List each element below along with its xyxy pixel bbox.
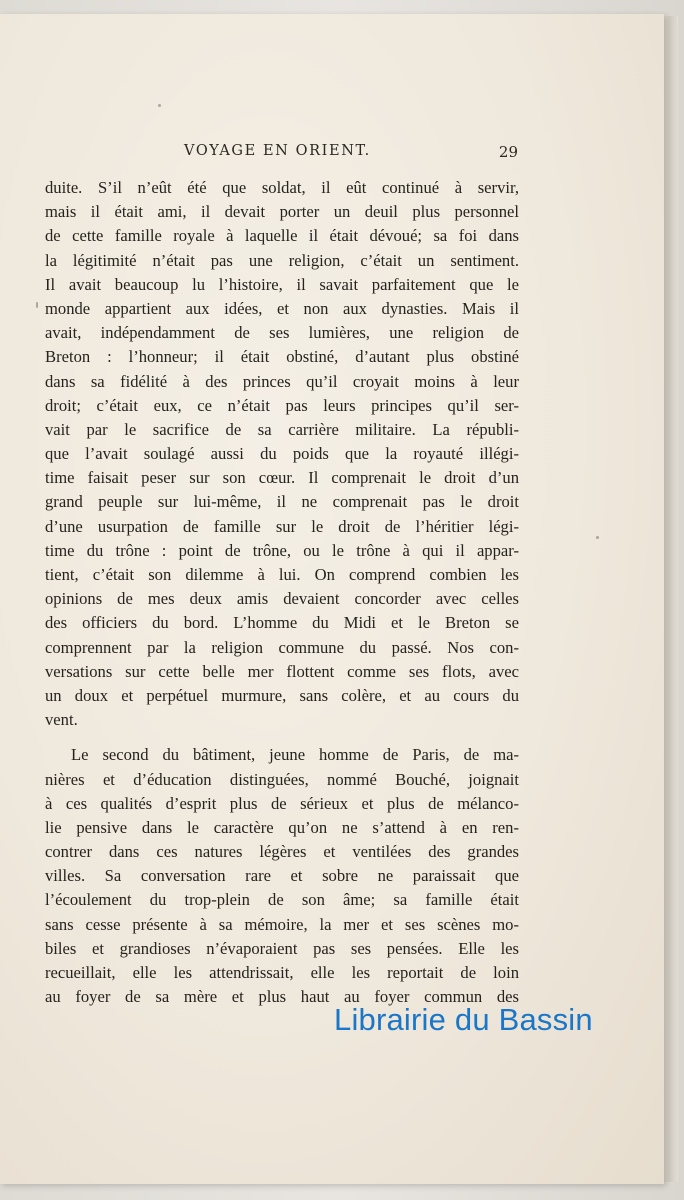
text-line: nières et d’éducation distinguées, nommé Bouché, joignait	[45, 769, 519, 789]
text-line: time du trône : point de trône, ou le trône à qui il appar-	[45, 540, 519, 560]
body-text	[45, 176, 519, 1009]
paragraph-2	[45, 743, 519, 1009]
text-line: à ces qualités d’esprit plus de sérieux et plus de mélanco-	[45, 793, 519, 813]
text-line: de cette famille royale à laquelle il était dévoué; sa foi dans	[45, 226, 519, 246]
text-line: droit; c’était eux, ce n’était pas leurs principes qu’il ser-	[45, 395, 519, 415]
text-line: recueillait, elle les attendrissait, elle les reportait de loin	[45, 963, 519, 982]
text-line: grand peuple sur lui-même, il ne comprenait pas le droit	[45, 492, 519, 512]
text-line: opinions de mes deux amis devaient concorder avec celles	[45, 589, 519, 609]
text-line: contrer dans ces natures légères et ventilées des grandes	[45, 842, 519, 862]
text-line: la légitimité n’était pas une religion, c’était un sentiment.	[45, 250, 519, 270]
text-line: vent.	[45, 710, 78, 730]
running-head: VOYAGE EN ORIENT.	[184, 143, 371, 159]
text-line: monde appartient aux idées, et non aux dynasties. Mais il	[45, 298, 519, 318]
text-line: Le second du bâtiment, jeune homme de Paris, de ma-	[71, 745, 519, 765]
paper-speck	[36, 302, 38, 308]
text-line: avait, indépendamment de ses lumières, une religion de	[45, 323, 519, 343]
text-line: sans cesse présente à sa mémoire, la mer et ses scènes mo-	[45, 914, 519, 934]
text-line: que l’avait soulagé aussi du poids que la royauté illégi-	[45, 444, 519, 464]
text-line: Il avait beaucoup lu l’histoire, il savait parfaitement que le	[45, 274, 519, 294]
text-line: comprennent par la religion commune du passé. Nos con-	[45, 637, 519, 657]
page-edge	[664, 16, 678, 1182]
paper-speck	[158, 104, 161, 107]
page-number: 29	[498, 143, 518, 161]
text-line: dans sa fidélité à des princes qu’il croyait moins à leur	[45, 371, 519, 391]
text-line: mais il était ami, il devait porter un deuil plus personnel	[45, 202, 519, 222]
text-line: biles et grandioses n’évaporaient pas ses pensées. Elle les	[45, 938, 519, 958]
paper-speck	[596, 536, 599, 539]
paragraph-1	[45, 176, 519, 732]
text-line: duite. S’il n’eût été que soldat, il eût continué à servir,	[45, 178, 519, 197]
text-line: au foyer de sa mère et plus haut au foyer commun des	[45, 987, 519, 1007]
text-line: un doux et perpétuel murmure, sans colère, et au cours du	[45, 685, 519, 705]
text-line: versations sur cette belle mer flottent comme ses flots, avec	[45, 661, 519, 681]
watermark-text: Librairie du Bassin	[334, 1002, 593, 1037]
text-line: villes. Sa conversation rare et sobre ne paraissait que	[45, 866, 519, 886]
text-line: d’une usurpation de famille sur le droit de l’héritier légi-	[45, 516, 519, 536]
text-line: l’écoulement du trop-plein de son âme; sa famille était	[45, 890, 519, 910]
text-line: des officiers du bord. L’homme du Midi et le Breton se	[45, 613, 519, 633]
text-line: Breton : l’honneur; il était obstiné, d’autant plus obstiné	[45, 347, 519, 367]
text-line: vait par le sacrifice de sa carrière militaire. La républi-	[45, 419, 519, 439]
text-line: lie pensive dans le caractère qu’on ne s’attend à en ren-	[45, 817, 519, 837]
page-header	[44, 143, 518, 165]
text-line: time faisait peser sur son cœur. Il comprenait le droit d’un	[45, 468, 519, 488]
text-line: tient, c’était son dilemme à lui. On comprend combien les	[45, 565, 519, 584]
paragraph-gap	[45, 732, 519, 743]
